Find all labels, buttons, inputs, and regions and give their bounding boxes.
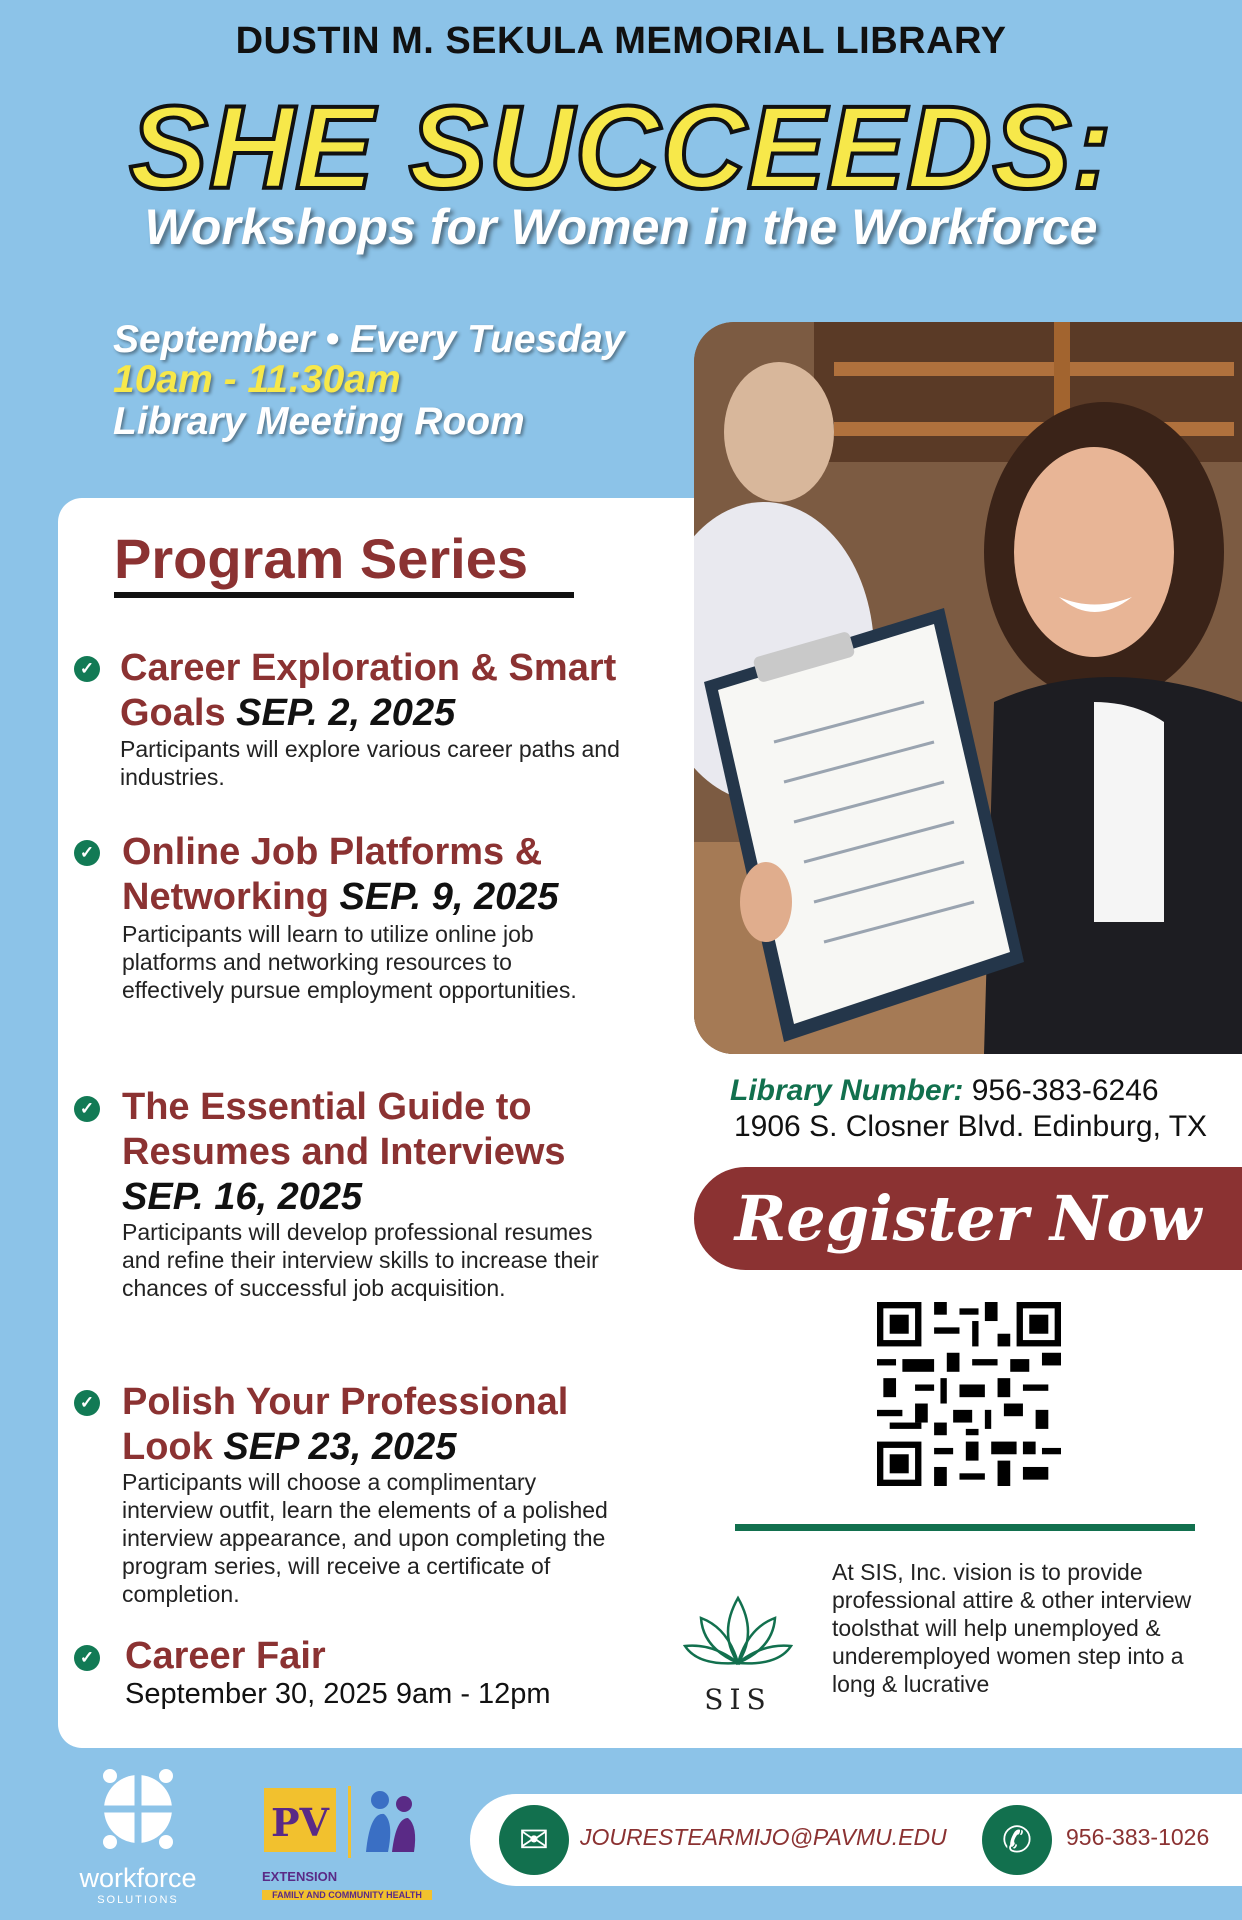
contact-email[interactable]: JOURESTEARMIJO@PAVMU.EDU <box>580 1824 947 1850</box>
svg-text:PV: PV <box>270 1800 330 1845</box>
hero-photo <box>694 322 1242 1054</box>
library-phone[interactable]: 956-383-6246 <box>971 1074 1159 1107</box>
woman-with-contract-photo <box>694 322 1242 1054</box>
program-item-date: SEP. 2, 2025 <box>236 692 456 734</box>
workforce-name: workforce <box>79 1863 197 1893</box>
check-icon: ✓ <box>74 1390 100 1416</box>
schedule-location: Library Meeting Room <box>113 400 525 443</box>
program-item-name: Career Exploration & Smart Goals <box>120 647 617 734</box>
program-item-description: Participants will explore various career paths and industries. <box>120 736 620 790</box>
pvamu-extension-logo <box>262 1782 432 1902</box>
check-icon: ✓ <box>74 1645 100 1671</box>
library-address: 1906 S. Closner Blvd. Edinburg, TX <box>734 1110 1208 1143</box>
program-item-description: Participants will choose a complimentary interview outfit, learn the elements of a polished interview appearance, and upon completing the program series, will receive a certificate of completion. <box>122 1469 608 1607</box>
program-item-title <box>122 1380 642 1470</box>
career-fair-date: September 30, 2025 9am - 12pm <box>125 1678 551 1710</box>
program-item-date: SEP 23, 2025 <box>223 1426 457 1468</box>
workforce-solutions-logo <box>68 1764 208 1904</box>
pvamu-label: EXTENSION <box>262 1869 338 1884</box>
contact-phone[interactable]: 956-383-1026 <box>1066 1824 1210 1850</box>
program-item-name: The Essential Guide to Resumes and Interviews <box>122 1086 566 1173</box>
section-divider <box>735 1524 1195 1531</box>
email-icon[interactable]: ✉ <box>499 1805 569 1875</box>
program-item-title <box>122 830 642 920</box>
phone-icon[interactable]: ✆ <box>982 1805 1052 1875</box>
sis-logo <box>683 1588 793 1716</box>
program-series-heading: Program Series <box>114 527 528 590</box>
library-number-label: Library Number: <box>730 1074 964 1107</box>
program-item-title <box>122 1085 632 1220</box>
library-number <box>730 1074 1159 1108</box>
registration-qr-code[interactable] <box>877 1302 1061 1486</box>
heading-underline <box>114 592 574 598</box>
workforce-sub: SOLUTIONS <box>97 1894 179 1906</box>
event-subtitle: Workshops for Women in the Workforce <box>144 199 1098 255</box>
schedule-days: September • Every Tuesday <box>113 318 625 361</box>
program-item-description: Participants will learn to utilize online job platforms and networking resources to effectively pursue employment opportunities. <box>122 921 577 1003</box>
sis-logo-text: SIS <box>704 1683 772 1716</box>
check-icon: ✓ <box>74 656 100 682</box>
program-item-name: Polish Your Professional Look <box>122 1381 569 1468</box>
lotus-icon <box>683 1588 793 1678</box>
career-fair-title: Career Fair <box>125 1635 326 1677</box>
organization-name: DUSTIN M. SEKULA MEMORIAL LIBRARY <box>235 20 1007 62</box>
register-now-button[interactable]: Register Now <box>694 1167 1242 1270</box>
sis-description: At SIS, Inc. vision is to provide professional attire & other interview toolsthat will help unemployed & underemployed women step into a long & lucrative <box>832 1559 1192 1697</box>
schedule-time: 10am - 11:30am <box>113 358 401 401</box>
program-item-date: SEP. 16, 2025 <box>122 1176 363 1218</box>
pvamu-sub: FAMILY AND COMMUNITY HEALTH <box>262 1890 432 1900</box>
program-item-name: Online Job Platforms & Networking <box>122 831 543 918</box>
program-item-title <box>120 646 640 736</box>
qr-code-icon <box>877 1302 1061 1486</box>
program-item-description: Participants will develop professional resumes and refine their interview skills to increase their chances of successful job acquisition. <box>122 1219 599 1301</box>
pvamu-icon <box>262 1782 432 1862</box>
check-icon: ✓ <box>74 840 100 866</box>
check-icon: ✓ <box>74 1096 100 1122</box>
workforce-icon <box>68 1764 208 1854</box>
event-title: SHE SUCCEEDS: <box>129 82 1113 214</box>
program-item-date: SEP. 9, 2025 <box>339 876 559 918</box>
